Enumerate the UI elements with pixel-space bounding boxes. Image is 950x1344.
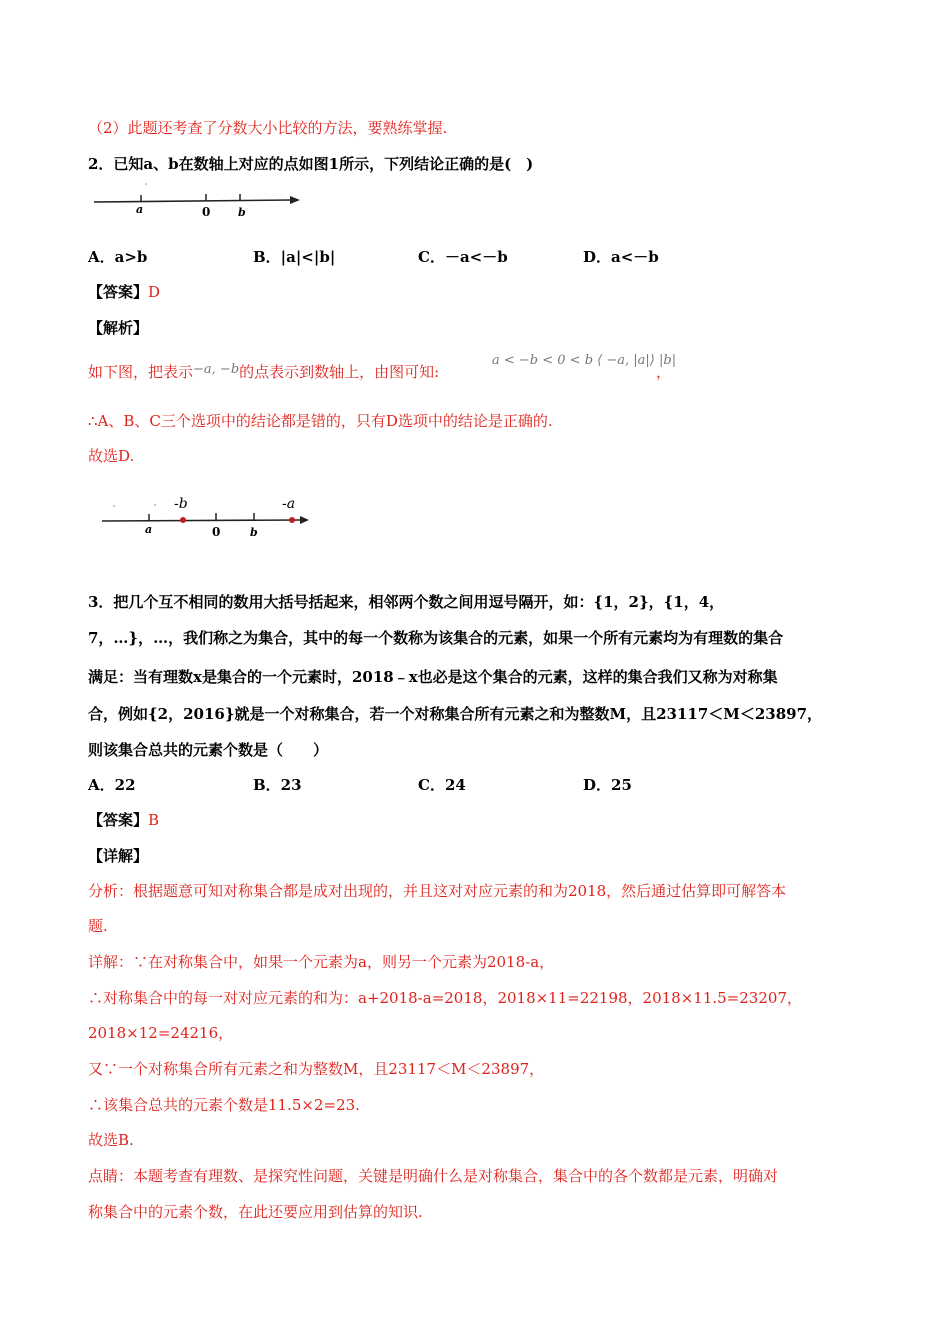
q2-analysis-comma: ， [656, 363, 672, 381]
q3-detail-line-9: 点睛：本题考查有理数、是探究性问题，关键是明确什么是对称集合，集合中的各个数都是元素，明确对 [88, 1167, 779, 1185]
q2-analysis-line-3: 故选D. [88, 447, 135, 465]
q2-answer-tag: 【答案】 [88, 283, 149, 301]
q3-detail-line-6: 又∵一个对称集合所有元素之和为整数M，且23117＜M＜23897， [88, 1060, 545, 1078]
figure2-label-a: a [145, 523, 153, 536]
q3-answer [88, 810, 159, 830]
q2-analysis-line-2: ∴A、B、C三个选项中的结论都是错的，只有D选项中的结论是正确的. [88, 412, 553, 430]
q2-analysis-tag: 【解析】 [88, 319, 149, 337]
q2-analysis-math-2: a < −b < 0 < b ⟨ −a, |a|⟩ |b| [492, 353, 677, 368]
q3-detail-line-8: 故选B. [88, 1131, 134, 1149]
q3-option-a: A．22 [88, 776, 136, 794]
q2-option-d: D．a<－b [583, 248, 659, 266]
q2-answer-value: D [148, 283, 161, 301]
figure2-axis [102, 520, 302, 521]
figure1-label-a: a [136, 203, 144, 216]
q3-detail-line-2: 题. [88, 917, 108, 935]
q3-detail-line-5: 2018×12=24216， [88, 1024, 234, 1042]
number-line-figure-1 [92, 180, 307, 222]
figure1-label-zero: 0 [202, 205, 211, 219]
q3-stem-line-1: 3．把几个互不相同的数用大括号括起来，相邻两个数之间用逗号隔开，如：{1，2}，{1，4， [88, 593, 725, 611]
q3-option-c: C．24 [418, 776, 466, 794]
figure1-axis [94, 200, 292, 202]
q3-stem-line-4: 合，例如{2，2016}就是一个对称集合，若一个对称集合所有元素之和为整数M，且23117＜M＜23897， [88, 705, 823, 723]
q3-option-d: D．25 [583, 776, 632, 794]
figure2-label-neg-a: -a [282, 496, 296, 512]
q3-detail-line-4: ∴对称集合中的每一对对应元素的和为：a+2018-a=2018，2018×11=22198，2018×11.5=23207， [88, 989, 802, 1007]
figure2-point-neg-a [289, 517, 295, 523]
q2-analysis-math-1: −a, −b [193, 362, 240, 377]
q3-detail-line-1: 分析：根据题意可知对称集合都是成对出现的，并且这对对应元素的和为2018，然后通过估算即可解答本 [88, 882, 787, 900]
q2-analysis-pre: 如下图，把表示 [88, 363, 194, 381]
number-line-figure-2 [98, 490, 313, 542]
figure2-arrow [300, 516, 309, 524]
q2-analysis-mid: 的点表示到数轴上，由图可知: [239, 363, 440, 381]
figure2-point-neg-b [180, 517, 186, 523]
figure2-speck-1 [113, 505, 115, 507]
q3-stem-line-5: 则该集合总共的元素个数是（ ） [88, 741, 329, 759]
q2-option-b: B．|a|<|b| [253, 248, 336, 266]
figure1-speck [145, 183, 147, 185]
figure2-speck-2 [154, 504, 156, 506]
q3-detail-line-7: ∴该集合总共的元素个数是11.5×2=23. [88, 1096, 360, 1114]
q2-option-a: A．a>b [88, 248, 148, 266]
question-2-stem: 2．已知a、b在数轴上对应的点如图1所示，下列结论正确的是( ) [88, 155, 534, 173]
figure2-label-zero: 0 [212, 525, 221, 539]
figure1-arrow [290, 196, 300, 204]
q3-answer-tag: 【答案】 [88, 811, 149, 829]
q2-analysis-line-1 [88, 362, 439, 384]
figure2-label-b: b [250, 526, 258, 539]
intro-note: （2）此题还考查了分数大小比较的方法，要熟练掌握. [88, 119, 448, 137]
q3-option-b: B．23 [253, 776, 302, 794]
q3-detail-tag: 【详解】 [88, 847, 149, 865]
figure2-label-neg-b: -b [174, 496, 188, 512]
q3-detail-line-3: 详解：∵在对称集合中，如果一个元素为a，则另一个元素为2018-a， [88, 953, 555, 971]
q2-option-c: C．－a<－b [418, 248, 508, 266]
q3-detail-line-10: 称集合中的元素个数，在此还要应用到估算的知识. [88, 1203, 423, 1221]
q2-answer [88, 282, 160, 302]
q3-stem-line-3: 满足：当有理数x是集合的一个元素时，2018﹣x也必是这个集合的元素，这样的集合我们又称为对称集 [88, 668, 778, 686]
q3-answer-value: B [148, 811, 160, 829]
q3-stem-line-2: 7，…}，…，我们称之为集合，其中的每一个数称为该集合的元素，如果一个所有元素均为有理数的集合 [88, 629, 784, 647]
figure1-label-b: b [238, 206, 246, 219]
